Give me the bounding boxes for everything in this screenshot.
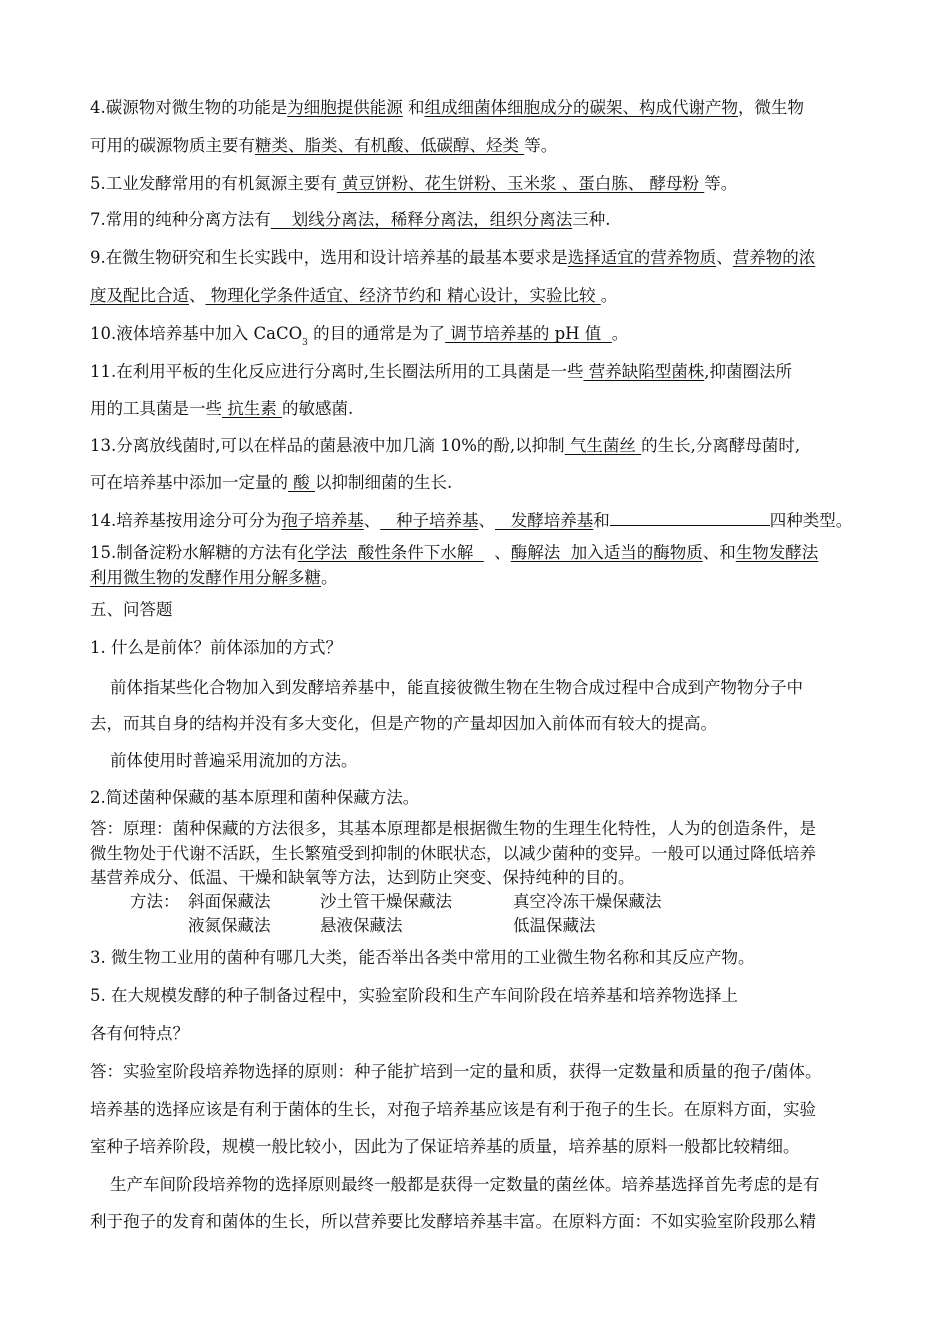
q9-text: 、 bbox=[716, 248, 733, 267]
question-13-line-2 bbox=[90, 471, 930, 495]
q11-answer-2: 抗生素 bbox=[222, 399, 282, 418]
q15-answer-1: 化学法 酸性条件下水解 bbox=[297, 543, 484, 562]
q4-text: 和 bbox=[402, 98, 425, 117]
qa1-answer-line-1: 前体指某些化合物加入到发酵培养基中，能直接彼微生物在生物合成过程中合成到产物物分子中 bbox=[110, 678, 803, 697]
q10-text: 10.液体培养基中加入 CaCO bbox=[90, 324, 303, 343]
method-item: 斜面保藏法 bbox=[188, 892, 271, 911]
q9-answer-3: 物理化学条件适宜、经济节约和 精心设计，实验比较 bbox=[205, 286, 601, 305]
q15-text: 、和 bbox=[702, 543, 736, 562]
q11-text: 11.在利用平板的生化反应进行分离时,生长圈法所用的工具菌是一些 bbox=[90, 362, 584, 381]
qa5-answer-line-5: 利于孢子的发育和菌体的生长，所以营养要比发酵培养基丰富。在原料方面：不如实验室阶段那么精 bbox=[90, 1212, 816, 1231]
q4-text: ，微生物 bbox=[738, 98, 804, 117]
qa5-answer-line-4: 生产车间阶段培养物的选择原则最终一般都是获得一定数量的菌丝体。培养基选择首先考虑的是有 bbox=[110, 1175, 820, 1194]
method-item: 真空冷冻干燥保藏法 bbox=[513, 892, 662, 911]
q5-text: 等。 bbox=[704, 174, 738, 193]
qa5-answer-line-1: 答：实验室阶段培养物选择的原则：种子能扩培到一定的量和质，获得一定数量和质量的孢子/菌体。 bbox=[90, 1062, 822, 1081]
q14-text: 14.培养基按用途分可分为 bbox=[90, 511, 282, 530]
qa5-question-line-1: 5. 在大规模发酵的种子制备过程中，实验室阶段和生产车间阶段在培养基和培养物选择上 bbox=[90, 986, 738, 1005]
q14-answer-1: 孢子培养基 bbox=[281, 511, 364, 530]
method-item: 低温保藏法 bbox=[513, 916, 596, 935]
q10-subscript: 3 bbox=[302, 338, 308, 348]
method-item: 悬液保藏法 bbox=[320, 916, 403, 935]
q15-answer-3: 生物发酵法 bbox=[735, 543, 819, 562]
q11-text: 用的工具菌是一些 bbox=[90, 399, 222, 418]
q15-answer-2: 酶解法 加入适当的酶物质 bbox=[510, 543, 703, 562]
q15-text: 15.制备淀粉水解糖的方法有 bbox=[90, 543, 298, 562]
qa5-answer-line-3: 室种子培养阶段，规模一般比较小，因此为了保证培养基的质量，培养基的原料一般都比较精细。 bbox=[90, 1137, 800, 1156]
q14-blank bbox=[610, 509, 770, 526]
qa1-answer-line-2: 去，而其自身的结构并没有多大变化，但是产物的产量却因加入前体而有较大的提高。 bbox=[90, 714, 717, 733]
q4-text: 可用的碳源物质主要有 bbox=[90, 136, 255, 155]
q14-answer-2: 种子培养基 bbox=[380, 511, 479, 530]
q11-text: ,抑菌圈法所 bbox=[704, 362, 792, 381]
qa2-answer-line-2: 微生物处于代谢不活跃，生长繁殖受到抑制的休眠状态，以减少菌种的变异。一般可以通过降低培养 bbox=[90, 844, 816, 863]
q14-text: 四种类型。 bbox=[769, 511, 853, 530]
method-item: 沙土管干燥保藏法 bbox=[320, 892, 452, 911]
q10-text: 。 bbox=[611, 324, 629, 343]
q13-answer-1: 气生菌丝 bbox=[564, 436, 642, 455]
q9-answer-1: 选择适宜的营养物质 bbox=[567, 248, 717, 267]
q13-text: 以抑制细菌的生长. bbox=[315, 473, 453, 492]
q4-answer-2: 组成细菌体细胞成分的碳架、构成代谢产物 bbox=[424, 98, 738, 117]
question-13-line-1 bbox=[90, 434, 930, 458]
q4-text: 4.碳源物对微生物的功能是 bbox=[90, 98, 288, 117]
q4-text: 等。 bbox=[524, 136, 558, 155]
question-11-line-2 bbox=[90, 397, 930, 421]
q11-text: 的敏感菌. bbox=[282, 399, 354, 418]
q13-answer-2: 酸 bbox=[288, 473, 315, 492]
q15-text: 。 bbox=[321, 568, 338, 587]
q10-text: 的目的通常是为了 bbox=[307, 324, 446, 343]
q15-text: 、 bbox=[483, 543, 511, 562]
question-9-line-2 bbox=[90, 284, 930, 308]
q5-text: 5.工业发酵常用的有机氮源主要有 bbox=[90, 174, 337, 193]
q9-answer-2: 营养物的浓 bbox=[732, 248, 816, 267]
question-15-line-2 bbox=[90, 566, 930, 590]
qa3-question: 3. 微生物工业用的菌种有哪几大类，能否举出各类中常用的工业微生物名称和其反应产物。 bbox=[90, 948, 755, 967]
question-10 bbox=[90, 322, 930, 349]
q10-answer: 调节培养基的 pH 值 bbox=[445, 324, 612, 343]
q7-text: 三种. bbox=[572, 210, 611, 229]
q7-text: 7.常用的纯种分离方法有 bbox=[90, 210, 271, 229]
qa2-answer-line-1: 答：原理：菌种保藏的方法很多，其基本原理都是根据微生物的生理生化特性，人为的创造条件，是 bbox=[90, 819, 816, 838]
question-7 bbox=[90, 208, 930, 232]
q14-answer-3: 发酵培养基 bbox=[495, 511, 594, 530]
q7-answer: 划线分离法，稀释分离法，组织分离法 bbox=[270, 210, 573, 229]
q9-text: 。 bbox=[600, 286, 618, 305]
q13-text: 的生长,分离酵母菌时, bbox=[641, 436, 801, 455]
qa1-question: 1. 什么是前体？前体添加的方式？ bbox=[90, 638, 342, 657]
q14-text: 、 bbox=[363, 511, 381, 530]
question-14 bbox=[90, 509, 930, 533]
q4-answer-1: 为细胞提供能源 bbox=[287, 98, 403, 117]
q9-answer-2-cont: 度及配比合适 bbox=[90, 286, 189, 305]
q9-text: 、 bbox=[189, 286, 206, 305]
method-item: 液氮保藏法 bbox=[188, 916, 271, 935]
section-heading: 五、问答题 bbox=[90, 600, 173, 619]
question-4-line-1 bbox=[90, 96, 930, 120]
question-11-line-1 bbox=[90, 360, 930, 384]
q4-answer-3: 糖类、脂类、有机酸、低碳醇、烃类 bbox=[255, 136, 525, 155]
q9-text: 9.在微生物研究和生长实践中，选用和设计培养基的最基本要求是 bbox=[90, 248, 568, 267]
q14-text: 和 bbox=[593, 511, 610, 530]
q5-answer: 黄豆饼粉、花生饼粉、玉米浆 、蛋白胨、 酵母粉 bbox=[336, 174, 705, 193]
qa2-methods-label: 方法： bbox=[130, 892, 180, 911]
qa5-question-line-2: 各有何特点？ bbox=[90, 1024, 189, 1043]
qa2-question: 2.简述菌种保藏的基本原理和菌种保藏方法。 bbox=[90, 788, 420, 807]
q15-answer-3-cont: 利用微生物的发酵作用分解多糖 bbox=[90, 568, 321, 587]
question-15-line-1 bbox=[90, 541, 930, 565]
question-9-line-1 bbox=[90, 246, 930, 270]
qa2-answer-line-3: 基营养成分、低温、干燥和缺氧等方法，达到防止突变、保持纯种的目的。 bbox=[90, 868, 635, 887]
q13-text: 13.分离放线菌时,可以在样品的菌悬液中加几滴 10%的酚,以抑制 bbox=[90, 436, 565, 455]
question-5 bbox=[90, 172, 930, 196]
question-4-line-2 bbox=[90, 134, 930, 158]
q13-text: 可在培养基中添加一定量的 bbox=[90, 473, 288, 492]
q14-text: 、 bbox=[478, 511, 495, 530]
qa5-answer-line-2: 培养基的选择应该是有利于菌体的生长，对孢子培养基应该是有利于孢子的生长。在原料方面，实验 bbox=[90, 1100, 816, 1119]
qa1-answer-line-3: 前体使用时普遍采用流加的方法。 bbox=[110, 751, 358, 770]
q11-answer-1: 营养缺陷型菌株 bbox=[583, 362, 705, 381]
